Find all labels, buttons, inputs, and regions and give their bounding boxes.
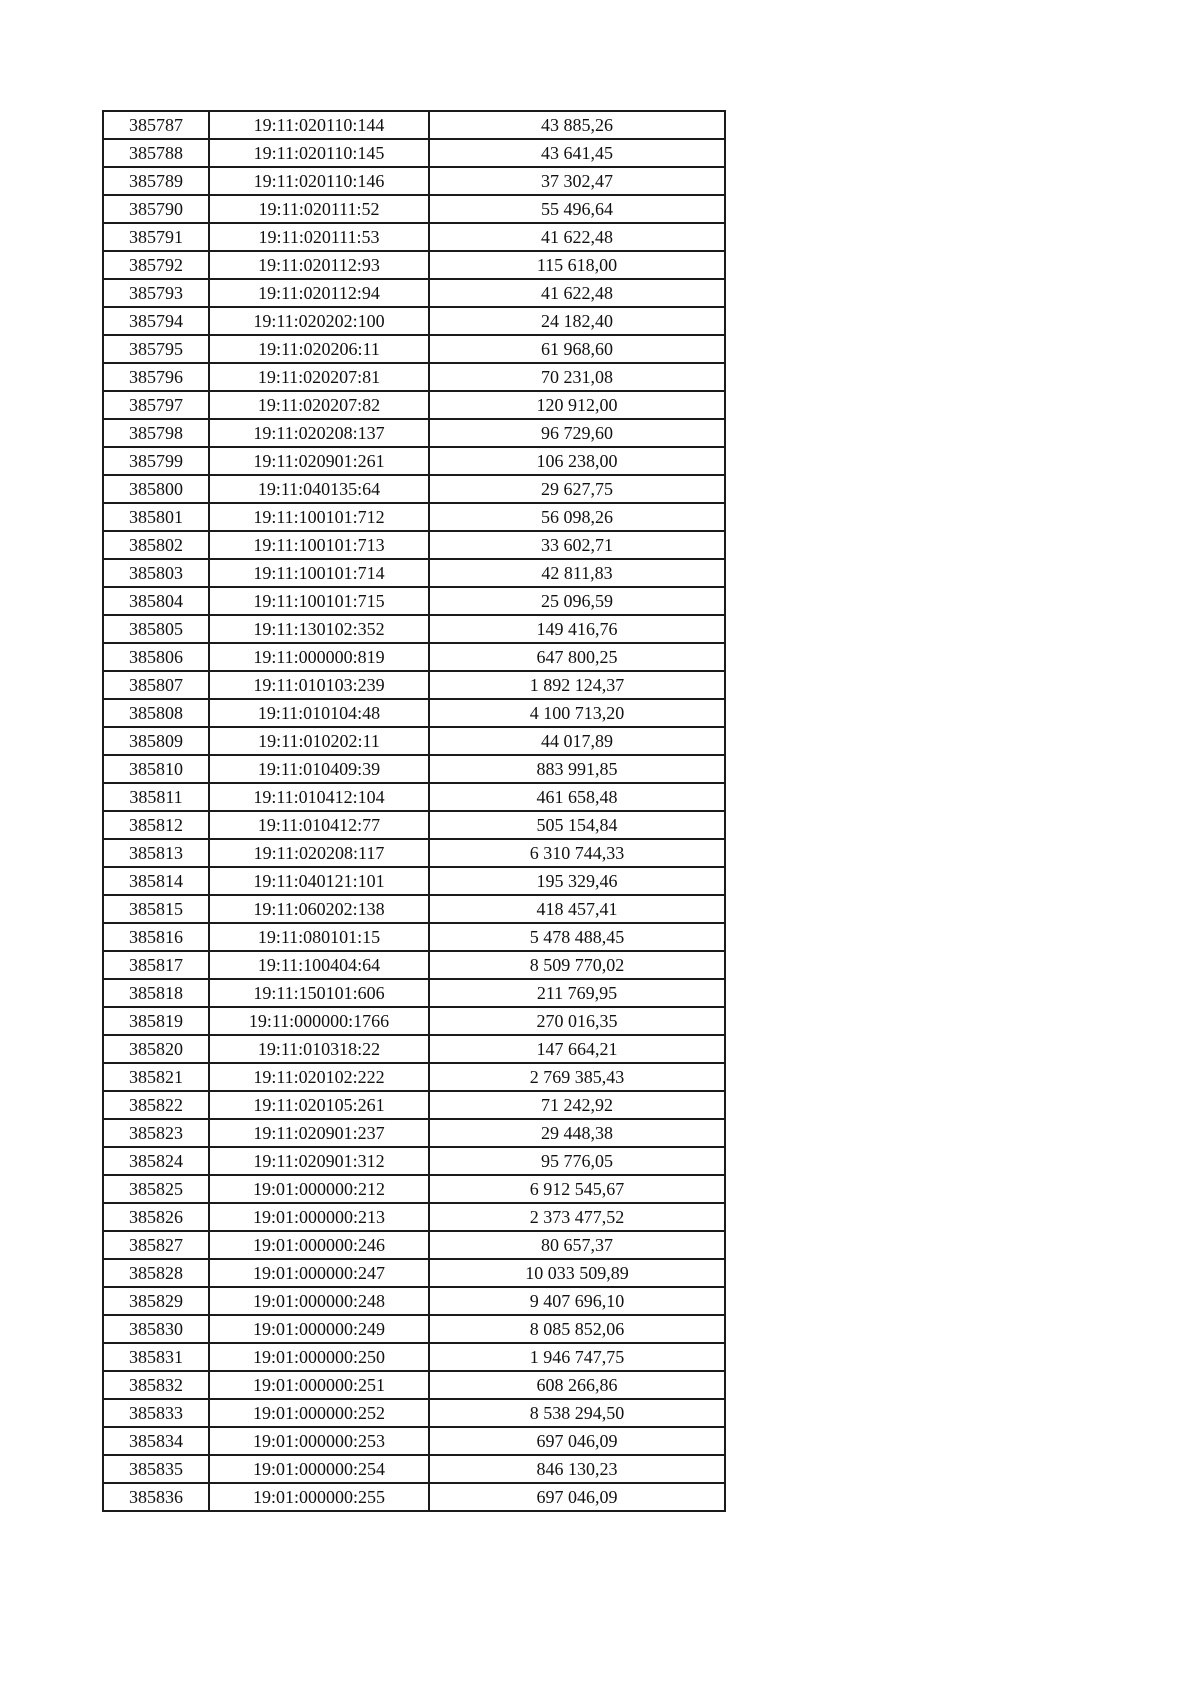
table-row <box>103 727 725 755</box>
cadastral-number-cell: 19:11:010202:11 <box>209 727 429 755</box>
value-cell: 106 238,00 <box>429 447 725 475</box>
cadastral-number-cell: 19:01:000000:252 <box>209 1399 429 1427</box>
cadastral-number-cell: 19:11:020112:93 <box>209 251 429 279</box>
table-row <box>103 951 725 979</box>
value-cell: 43 885,26 <box>429 111 725 139</box>
cadastral-number-cell: 19:11:150101:606 <box>209 979 429 1007</box>
value-cell: 10 033 509,89 <box>429 1259 725 1287</box>
value-cell: 1 892 124,37 <box>429 671 725 699</box>
cadastral-number-cell: 19:11:000000:1766 <box>209 1007 429 1035</box>
value-cell: 270 016,35 <box>429 1007 725 1035</box>
row-number-cell: 385801 <box>103 503 209 531</box>
table-row <box>103 167 725 195</box>
cadastral-number-cell: 19:11:010412:104 <box>209 783 429 811</box>
table-row <box>103 307 725 335</box>
value-cell: 29 448,38 <box>429 1119 725 1147</box>
row-number-cell: 385789 <box>103 167 209 195</box>
cadastral-number-cell: 19:11:010318:22 <box>209 1035 429 1063</box>
value-cell: 505 154,84 <box>429 811 725 839</box>
cadastral-number-cell: 19:11:040121:101 <box>209 867 429 895</box>
cadastral-number-cell: 19:11:020207:81 <box>209 363 429 391</box>
value-cell: 147 664,21 <box>429 1035 725 1063</box>
table-row <box>103 1259 725 1287</box>
table-row <box>103 979 725 1007</box>
table-row <box>103 1231 725 1259</box>
table-row <box>103 1371 725 1399</box>
cadastral-number-cell: 19:01:000000:255 <box>209 1483 429 1511</box>
row-number-cell: 385821 <box>103 1063 209 1091</box>
value-cell: 1 946 747,75 <box>429 1343 725 1371</box>
cadastral-number-cell: 19:11:060202:138 <box>209 895 429 923</box>
table-row <box>103 1427 725 1455</box>
value-cell: 5 478 488,45 <box>429 923 725 951</box>
row-number-cell: 385819 <box>103 1007 209 1035</box>
row-number-cell: 385817 <box>103 951 209 979</box>
row-number-cell: 385794 <box>103 307 209 335</box>
cadastral-number-cell: 19:11:020901:312 <box>209 1147 429 1175</box>
table-row <box>103 587 725 615</box>
row-number-cell: 385813 <box>103 839 209 867</box>
table-row <box>103 195 725 223</box>
row-number-cell: 385835 <box>103 1455 209 1483</box>
row-number-cell: 385799 <box>103 447 209 475</box>
table-row <box>103 111 725 139</box>
cadastral-number-cell: 19:11:020208:117 <box>209 839 429 867</box>
row-number-cell: 385830 <box>103 1315 209 1343</box>
table-row <box>103 419 725 447</box>
table-row <box>103 839 725 867</box>
value-cell: 56 098,26 <box>429 503 725 531</box>
cadastral-number-cell: 19:01:000000:213 <box>209 1203 429 1231</box>
cadastral-number-cell: 19:11:010104:48 <box>209 699 429 727</box>
cadastral-number-cell: 19:11:010409:39 <box>209 755 429 783</box>
value-cell: 61 968,60 <box>429 335 725 363</box>
row-number-cell: 385807 <box>103 671 209 699</box>
row-number-cell: 385803 <box>103 559 209 587</box>
value-cell: 29 627,75 <box>429 475 725 503</box>
row-number-cell: 385802 <box>103 531 209 559</box>
cadastral-number-cell: 19:11:020202:100 <box>209 307 429 335</box>
table-row <box>103 895 725 923</box>
table-row <box>103 475 725 503</box>
table-row <box>103 503 725 531</box>
cadastral-number-cell: 19:11:020112:94 <box>209 279 429 307</box>
cadastral-number-cell: 19:01:000000:212 <box>209 1175 429 1203</box>
cadastral-number-cell: 19:11:020208:137 <box>209 419 429 447</box>
table-row <box>103 139 725 167</box>
table-row <box>103 1035 725 1063</box>
cadastral-number-cell: 19:11:020111:52 <box>209 195 429 223</box>
value-cell: 418 457,41 <box>429 895 725 923</box>
table-row <box>103 447 725 475</box>
table-row <box>103 363 725 391</box>
table-row <box>103 223 725 251</box>
value-cell: 211 769,95 <box>429 979 725 1007</box>
value-cell: 43 641,45 <box>429 139 725 167</box>
cadastral-value-table <box>102 110 726 1512</box>
table-row <box>103 783 725 811</box>
cadastral-number-cell: 19:11:020206:11 <box>209 335 429 363</box>
row-number-cell: 385810 <box>103 755 209 783</box>
cadastral-number-cell: 19:11:080101:15 <box>209 923 429 951</box>
value-cell: 149 416,76 <box>429 615 725 643</box>
table-row <box>103 1287 725 1315</box>
table-row <box>103 811 725 839</box>
cadastral-number-cell: 19:11:100101:712 <box>209 503 429 531</box>
row-number-cell: 385825 <box>103 1175 209 1203</box>
value-cell: 71 242,92 <box>429 1091 725 1119</box>
cadastral-number-cell: 19:01:000000:251 <box>209 1371 429 1399</box>
value-cell: 70 231,08 <box>429 363 725 391</box>
row-number-cell: 385812 <box>103 811 209 839</box>
row-number-cell: 385791 <box>103 223 209 251</box>
cadastral-number-cell: 19:01:000000:249 <box>209 1315 429 1343</box>
table-body <box>103 111 725 1511</box>
row-number-cell: 385826 <box>103 1203 209 1231</box>
row-number-cell: 385788 <box>103 139 209 167</box>
value-cell: 120 912,00 <box>429 391 725 419</box>
cadastral-number-cell: 19:11:010412:77 <box>209 811 429 839</box>
value-cell: 697 046,09 <box>429 1427 725 1455</box>
table-row <box>103 1091 725 1119</box>
table-row <box>103 1175 725 1203</box>
value-cell: 41 622,48 <box>429 223 725 251</box>
cadastral-number-cell: 19:11:020207:82 <box>209 391 429 419</box>
cadastral-number-cell: 19:11:130102:352 <box>209 615 429 643</box>
value-cell: 96 729,60 <box>429 419 725 447</box>
row-number-cell: 385808 <box>103 699 209 727</box>
table-row <box>103 335 725 363</box>
cadastral-number-cell: 19:01:000000:246 <box>209 1231 429 1259</box>
cadastral-number-cell: 19:11:020110:145 <box>209 139 429 167</box>
cadastral-number-cell: 19:11:100101:715 <box>209 587 429 615</box>
row-number-cell: 385832 <box>103 1371 209 1399</box>
value-cell: 115 618,00 <box>429 251 725 279</box>
row-number-cell: 385833 <box>103 1399 209 1427</box>
row-number-cell: 385820 <box>103 1035 209 1063</box>
value-cell: 883 991,85 <box>429 755 725 783</box>
cadastral-number-cell: 19:11:000000:819 <box>209 643 429 671</box>
table-row <box>103 923 725 951</box>
table-row <box>103 615 725 643</box>
value-cell: 8 509 770,02 <box>429 951 725 979</box>
cadastral-number-cell: 19:01:000000:248 <box>209 1287 429 1315</box>
table-row <box>103 867 725 895</box>
table-row <box>103 1315 725 1343</box>
table-row <box>103 643 725 671</box>
value-cell: 44 017,89 <box>429 727 725 755</box>
table-row <box>103 699 725 727</box>
table-row <box>103 531 725 559</box>
value-cell: 647 800,25 <box>429 643 725 671</box>
row-number-cell: 385795 <box>103 335 209 363</box>
value-cell: 80 657,37 <box>429 1231 725 1259</box>
row-number-cell: 385793 <box>103 279 209 307</box>
table-row <box>103 755 725 783</box>
row-number-cell: 385804 <box>103 587 209 615</box>
table-row <box>103 671 725 699</box>
value-cell: 846 130,23 <box>429 1455 725 1483</box>
value-cell: 24 182,40 <box>429 307 725 335</box>
cadastral-number-cell: 19:11:020901:261 <box>209 447 429 475</box>
row-number-cell: 385834 <box>103 1427 209 1455</box>
row-number-cell: 385831 <box>103 1343 209 1371</box>
value-cell: 8 538 294,50 <box>429 1399 725 1427</box>
table-row <box>103 1483 725 1511</box>
row-number-cell: 385815 <box>103 895 209 923</box>
table-row <box>103 559 725 587</box>
value-cell: 41 622,48 <box>429 279 725 307</box>
value-cell: 9 407 696,10 <box>429 1287 725 1315</box>
row-number-cell: 385800 <box>103 475 209 503</box>
cadastral-number-cell: 19:11:010103:239 <box>209 671 429 699</box>
cadastral-number-cell: 19:11:020901:237 <box>209 1119 429 1147</box>
row-number-cell: 385818 <box>103 979 209 1007</box>
row-number-cell: 385824 <box>103 1147 209 1175</box>
table-row <box>103 1147 725 1175</box>
cadastral-number-cell: 19:11:100101:714 <box>209 559 429 587</box>
cadastral-number-cell: 19:11:020110:146 <box>209 167 429 195</box>
table-row <box>103 1063 725 1091</box>
value-cell: 6 310 744,33 <box>429 839 725 867</box>
value-cell: 25 096,59 <box>429 587 725 615</box>
row-number-cell: 385809 <box>103 727 209 755</box>
table-row <box>103 279 725 307</box>
row-number-cell: 385787 <box>103 111 209 139</box>
cadastral-number-cell: 19:11:020110:144 <box>209 111 429 139</box>
value-cell: 33 602,71 <box>429 531 725 559</box>
row-number-cell: 385792 <box>103 251 209 279</box>
cadastral-number-cell: 19:11:020102:222 <box>209 1063 429 1091</box>
cadastral-number-cell: 19:01:000000:254 <box>209 1455 429 1483</box>
row-number-cell: 385814 <box>103 867 209 895</box>
value-cell: 461 658,48 <box>429 783 725 811</box>
value-cell: 608 266,86 <box>429 1371 725 1399</box>
row-number-cell: 385797 <box>103 391 209 419</box>
cadastral-number-cell: 19:01:000000:247 <box>209 1259 429 1287</box>
row-number-cell: 385816 <box>103 923 209 951</box>
row-number-cell: 385806 <box>103 643 209 671</box>
value-cell: 55 496,64 <box>429 195 725 223</box>
value-cell: 6 912 545,67 <box>429 1175 725 1203</box>
table-row <box>103 1343 725 1371</box>
row-number-cell: 385796 <box>103 363 209 391</box>
cadastral-number-cell: 19:01:000000:253 <box>209 1427 429 1455</box>
table-row <box>103 391 725 419</box>
value-cell: 37 302,47 <box>429 167 725 195</box>
cadastral-number-cell: 19:11:020105:261 <box>209 1091 429 1119</box>
cadastral-number-cell: 19:11:040135:64 <box>209 475 429 503</box>
value-cell: 697 046,09 <box>429 1483 725 1511</box>
table-row <box>103 1399 725 1427</box>
value-cell: 2 373 477,52 <box>429 1203 725 1231</box>
row-number-cell: 385836 <box>103 1483 209 1511</box>
value-cell: 8 085 852,06 <box>429 1315 725 1343</box>
row-number-cell: 385827 <box>103 1231 209 1259</box>
cadastral-number-cell: 19:11:020111:53 <box>209 223 429 251</box>
value-cell: 195 329,46 <box>429 867 725 895</box>
value-cell: 95 776,05 <box>429 1147 725 1175</box>
cadastral-number-cell: 19:11:100404:64 <box>209 951 429 979</box>
table-row <box>103 1455 725 1483</box>
row-number-cell: 385823 <box>103 1119 209 1147</box>
row-number-cell: 385829 <box>103 1287 209 1315</box>
cadastral-number-cell: 19:01:000000:250 <box>209 1343 429 1371</box>
row-number-cell: 385790 <box>103 195 209 223</box>
row-number-cell: 385822 <box>103 1091 209 1119</box>
table-row <box>103 1007 725 1035</box>
value-cell: 4 100 713,20 <box>429 699 725 727</box>
table-row <box>103 1203 725 1231</box>
value-cell: 42 811,83 <box>429 559 725 587</box>
row-number-cell: 385811 <box>103 783 209 811</box>
row-number-cell: 385805 <box>103 615 209 643</box>
value-cell: 2 769 385,43 <box>429 1063 725 1091</box>
table-row <box>103 1119 725 1147</box>
row-number-cell: 385828 <box>103 1259 209 1287</box>
table-row <box>103 251 725 279</box>
row-number-cell: 385798 <box>103 419 209 447</box>
cadastral-number-cell: 19:11:100101:713 <box>209 531 429 559</box>
